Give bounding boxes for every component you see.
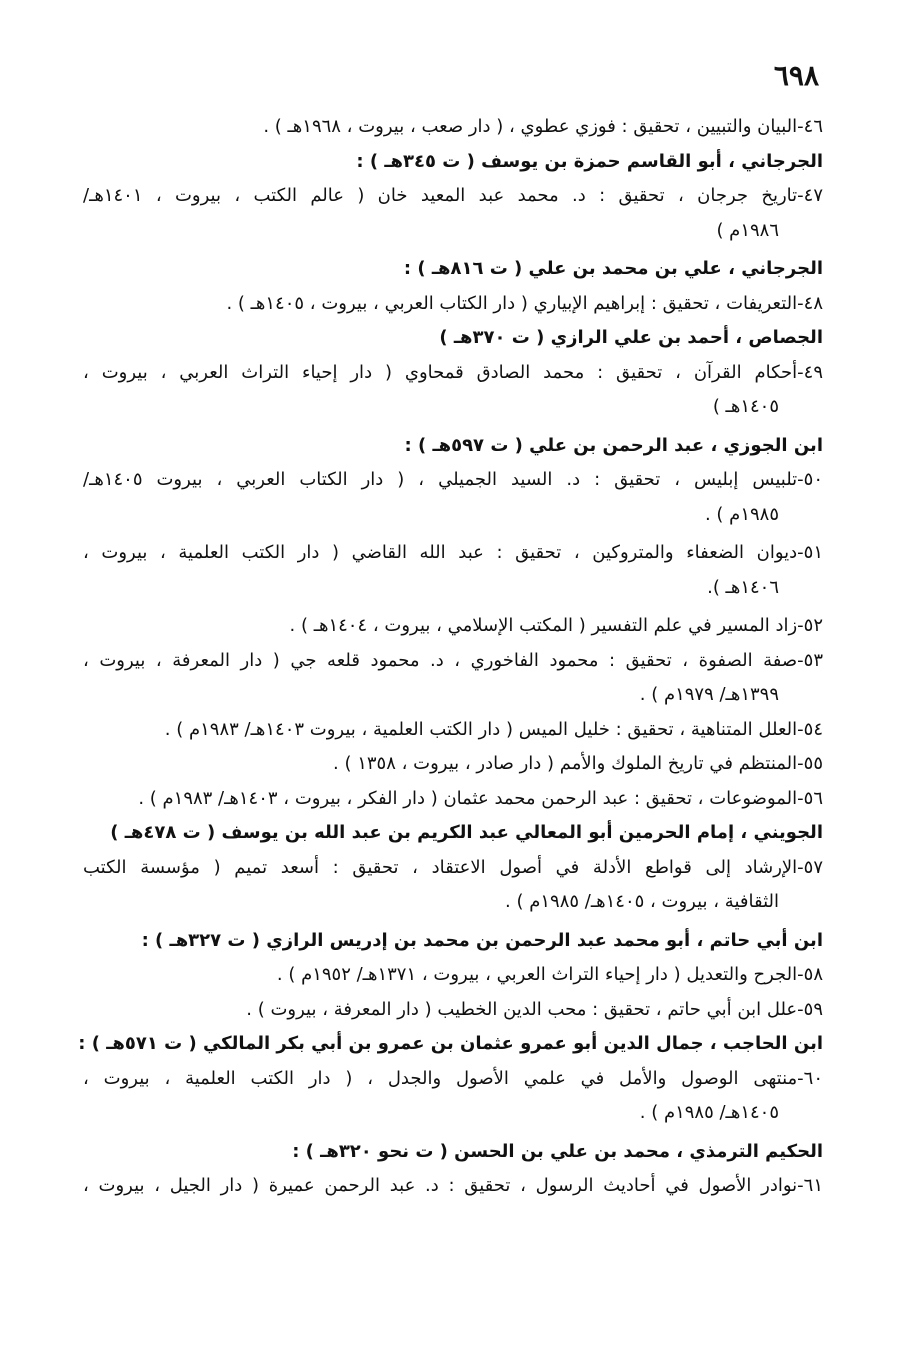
bibliography-list: [78, 110, 823, 1204]
entry-line: ٤٩-أحكام القرآن ، تحقيق : محمد الصادق قمحاوي ( دار إحياء التراث العربي ، بيروت ،: [83, 361, 823, 383]
author-heading: الجصاص ، أحمد بن علي الرازي ( ت ٣٧٠هـ ): [439, 327, 823, 348]
entry-line: ٤٨-التعريفات ، تحقيق : إبراهيم الإبياري ( دار الكتاب العربي ، بيروت ، ١٤٠٥هـ ) .: [226, 292, 823, 314]
entry-line: ٥٣-صفة الصفوة ، تحقيق : محمود الفاخوري ، د. محمود قلعه جي ( دار المعرفة ، بيروت ،: [83, 649, 823, 671]
author-heading: ابن أبي حاتم ، أبو محمد عبد الرحمن بن محمد بن إدريس الرازي ( ت ٣٢٧هـ ) :: [141, 929, 823, 951]
entry-line: ٦١-نوادر الأصول في أحاديث الرسول ، تحقيق : د. عبد الرحمن عميرة ( دار الجيل ، بيروت ،: [83, 1175, 823, 1196]
entry-line: ٥٦-الموضوعات ، تحقيق : عبد الرحمن محمد عثمان ( دار الفكر ، بيروت ، ١٤٠٣هـ/ ١٩٨٣م ) .: [138, 787, 823, 809]
entry-line: ٥٤-العلل المتناهية ، تحقيق : خليل الميس ( دار الكتب العلمية ، بيروت ١٤٠٣هـ/ ١٩٨٣م ) .: [164, 718, 823, 740]
entry-line: ٤٧-تاريخ جرجان ، تحقيق : د. محمد عبد المعيد خان ( عالم الكتب ، بيروت ، ١٤٠١هـ/: [83, 185, 823, 206]
entry-line: ٥٨-الجرح والتعديل ( دار إحياء التراث العربي ، بيروت ، ١٣٧١هـ/ ١٩٥٢م ) .: [276, 964, 823, 985]
entry-continuation: ١٩٨٦م ): [716, 219, 779, 241]
entry-continuation: ١٤٠٥هـ ): [712, 396, 779, 417]
author-heading: الحكيم الترمذي ، محمد بن علي بن الحسن ( ت نحو ٣٢٠هـ ) :: [292, 1140, 823, 1162]
entry-continuation: ١٤٠٥هـ/ ١٩٨٥م ) .: [639, 1102, 779, 1123]
entry-line: ٤٦-البيان والتبيين ، تحقيق : فوزي عطوي ، ( دار صعب ، بيروت ، ١٩٦٨هـ ) .: [263, 116, 823, 137]
entry-continuation: ١٣٩٩هـ/ ١٩٧٩م ) .: [639, 684, 779, 705]
entry-line: ٥١-ديوان الضعفاء والمتروكين ، تحقيق : عبد الله القاضي ( دار الكتب العلمية ، بيروت ،: [83, 542, 823, 563]
page-number: ٦٩٨: [773, 59, 819, 92]
author-heading: الجرجاني ، أبو القاسم حمزة بن يوسف ( ت ٣٤٥هـ ) :: [356, 150, 823, 172]
entry-line: ٥٧-الإرشاد إلى قواطع الأدلة في أصول الاعتقاد ، تحقيق : أسعد تميم ( مؤسسة الكتب: [83, 856, 823, 878]
entry-line: ٦٠-منتهى الوصول والأمل في علمي الأصول والجدل ، ( دار الكتب العلمية ، بيروت ،: [83, 1067, 823, 1089]
author-heading: ابن الجوزي ، عبد الرحمن بن علي ( ت ٥٩٧هـ ) :: [404, 434, 823, 456]
author-heading: الجويني ، إمام الحرمين أبو المعالي عبد الكريم بن عبد الله بن يوسف ( ت ٤٧٨هـ ): [110, 822, 823, 843]
entry-continuation: ١٤٠٦هـ ).: [707, 576, 779, 598]
entry-line: ٥٢-زاد المسير في علم التفسير ( المكتب الإسلامي ، بيروت ، ١٤٠٤هـ ) .: [289, 615, 823, 636]
entry-line: ٥٠-تلبيس إبليس ، تحقيق : د. السيد الجميلي ، ( دار الكتاب العربي ، بيروت ١٤٠٥هـ/: [83, 469, 823, 490]
author-heading: الجرجاني ، علي بن محمد بن علي ( ت ٨١٦هـ ) :: [403, 258, 823, 279]
entry-line: ٥٩-علل ابن أبي حاتم ، تحقيق : محب الدين الخطيب ( دار المعرفة ، بيروت ) .: [246, 998, 823, 1020]
entry-line: ٥٥-المنتظم في تاريخ الملوك والأمم ( دار صادر ، بيروت ، ١٣٥٨ ) .: [333, 753, 823, 774]
author-heading: ابن الحاجب ، جمال الدين أبو عمرو عثمان بن عمرو بن أبي بكر المالكي ( ت ٥٧١هـ ) :: [78, 1033, 823, 1054]
entry-continuation: ١٩٨٥م ) .: [704, 503, 779, 525]
entry-continuation: الثقافية ، بيروت ، ١٤٠٥هـ/ ١٩٨٥م ) .: [505, 891, 779, 912]
